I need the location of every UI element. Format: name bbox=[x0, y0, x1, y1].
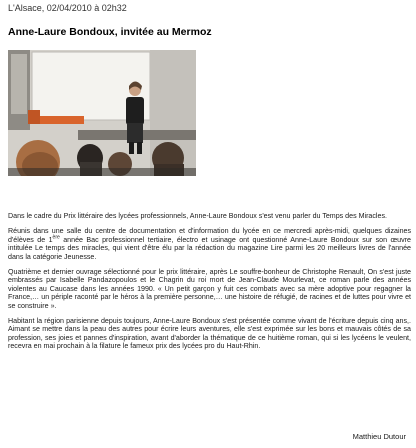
paragraph-4: Habitant la région parisienne depuis toujours, Anne-Laure Bondoux s'est présentée comme vivant de l'écriture depuis cinq ans,. Aimant se mettre dans la peau des autres pour écrire leurs aventures, elle s'est exprimée sur les bons et mauvais côtés de sa profession, ses joies et pannes d'inspiration, avant d'aborder la thématique de ce huitième roman, qui si les lycéens le veulent, recevra en mai prochain à la filature le fameux prix des lycées pro du Haut-Rhin. bbox=[8, 317, 411, 351]
paragraph-2-start: Réunis dans une salle du centre de documentation et d'information du lycée en ce mercredi après-midi, quelques dizaines d'élèves de 1 bbox=[8, 227, 411, 244]
author-signature: Matthieu Dutour bbox=[352, 432, 406, 441]
paragraph-2-superscript: ère bbox=[52, 234, 60, 241]
paragraph-2-rest: année Bac professionnel tertiaire, électro et usinage ont questionné Anne-Laure Bondoux sur son œuvre intitulée Le temps des miracles, qui vient d'être élu par la rédaction du magazine Lire parmi les 20 meilleurs livres de l'année dans la catégorie Jeunesse. bbox=[8, 235, 411, 261]
paragraph-2 bbox=[8, 227, 411, 261]
source-dateline: L'Alsace, 02/04/2010 à 02h32 bbox=[8, 3, 127, 13]
article-body bbox=[8, 212, 411, 351]
article-photo bbox=[8, 50, 196, 176]
paragraph-1: Dans le cadre du Prix littéraire des lycées professionnels, Anne-Laure Bondoux s'est venu parler du Temps des Miracles. bbox=[8, 212, 387, 220]
article-title: Anne-Laure Bondoux, invitée au Mermoz bbox=[8, 26, 212, 38]
paragraph-3: Quatrième et dernier ouvrage sélectionné pour le prix littéraire, après Le souffre-bonheur de Christophe Renault, On s'est juste embrassés par Isabelle Pandazopoulos et le Chagrin du roi mort de Jean-Claude Mourlevat, ce roman parle des années violentes au Caucase dans les années 1990. « Un petit garçon y fuit ces combats avec sa mère adoptive pour regagner la France,… un périple raconté par le héros à la première personne,… une histoire de réfugié, de racines et de luttes pour vivre et se construire ». bbox=[8, 268, 411, 310]
